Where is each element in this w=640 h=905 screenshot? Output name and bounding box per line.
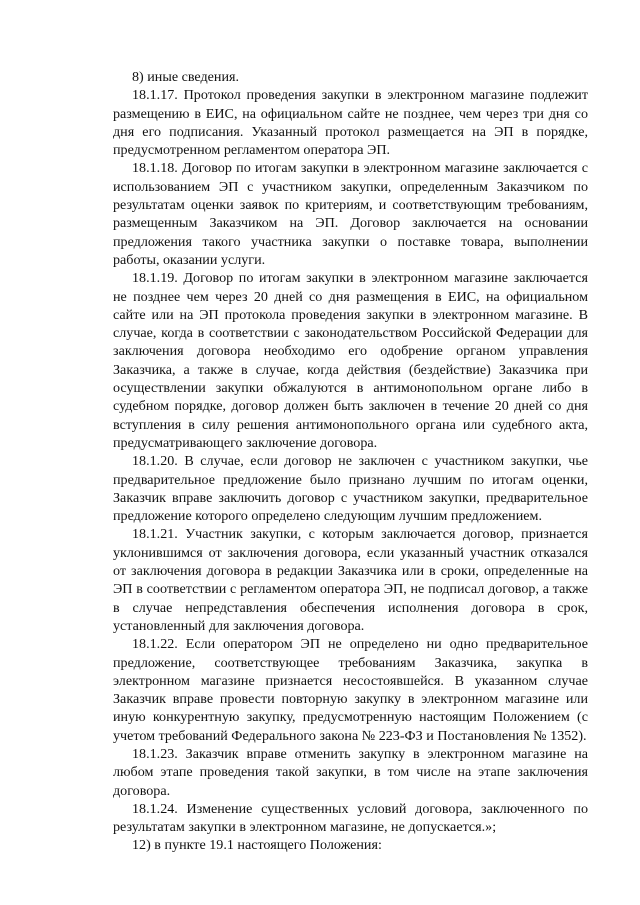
paragraph-18-1-19: 18.1.19. Договор по итогам закупки в электронном магазине заключается не позднее чем через 20 дней со дня размещения в ЕИС, на официальном сайте или на ЭП протокола проведения закупки в электронном магазине. В случае, когда в соответствии с законодательством Российской Федерации для заключения договора необходимо его одобрение органом управления Заказчика, а также в случае, когда действия (бездействие) Заказчика при осуществлении закупки обжалуются в антимонопольном органе либо в судебном порядке, договор должен быть заключен в течение 20 дней со дня вступления в силу решения антимонопольного органа или судебного акта, предусматривающего заключение договора. — [113, 270, 588, 451]
paragraph-18-1-23: 18.1.23. Заказчик вправе отменить закупку в электронном магазине на любом этапе проведения такой закупки, в том числе на этапе заключения договора. — [113, 745, 588, 799]
paragraph-18-1-22: 18.1.22. Если оператором ЭП не определено ни одно предварительное предложение, соответствующее требованиям Заказчика, закупка в электронном магазине признается несостоявшейся. В указанном случае Заказчик вправе провести повторную закупку в электронном магазине или иную конкурентную закупку, предусмотренную настоящим Положением (с учетом требований Федерального закона № 223-ФЗ и Постановления № 1352). — [113, 636, 588, 744]
paragraph-item-8: 8) иные сведения. — [132, 69, 240, 85]
paragraph-item-12: 12) в пункте 19.1 настоящего Положения: — [132, 837, 382, 854]
paragraph-18-1-18: 18.1.18. Договор по итогам закупки в электронном магазине заключается с использованием ЭП с участником закупки, определенным Заказчиком по результатам оценки заявок по критериям, и соответствующим требованиям, размещенным Заказчиком на ЭП. Договор заключается на основании предложения такого участника закупки о поставке товара, выполнении работы, оказании услуги. — [113, 160, 588, 268]
paragraph-18-1-17: 18.1.17. Протокол проведения закупки в электронном магазине подлежит размещению в ЕИС, на официальном сайте не позднее, чем через три дня со дня его подписания. Указанный протокол размещается на ЭП в порядке, предусмотренном регламентом оператора ЭП. — [113, 87, 588, 159]
paragraph-18-1-21: 18.1.21. Участник закупки, с которым заключается договор, признается уклонившимся от заключения договора, если указанный участник отказался от заключения договора в редакции Заказчика или в сроки, определенные на ЭП в соответствии с регламентом оператора ЭП, не подписал договор, а также в случае непредставления обеспечения исполнения договора в срок, установленный для заключения договора. — [113, 526, 588, 634]
paragraph-18-1-20: 18.1.20. В случае, если договор не заключен с участником закупки, чье предварительное предложение было признано лучшим по итогам оценки, Заказчик вправе заключить договор с участником закупки, предварительное предложение которого определено следующим лучшим предложением. — [113, 453, 588, 525]
paragraph-18-1-24: 18.1.24. Изменение существенных условий договора, заключенного по результатам закупки в электронном магазине, не допускается.»; — [113, 800, 588, 836]
